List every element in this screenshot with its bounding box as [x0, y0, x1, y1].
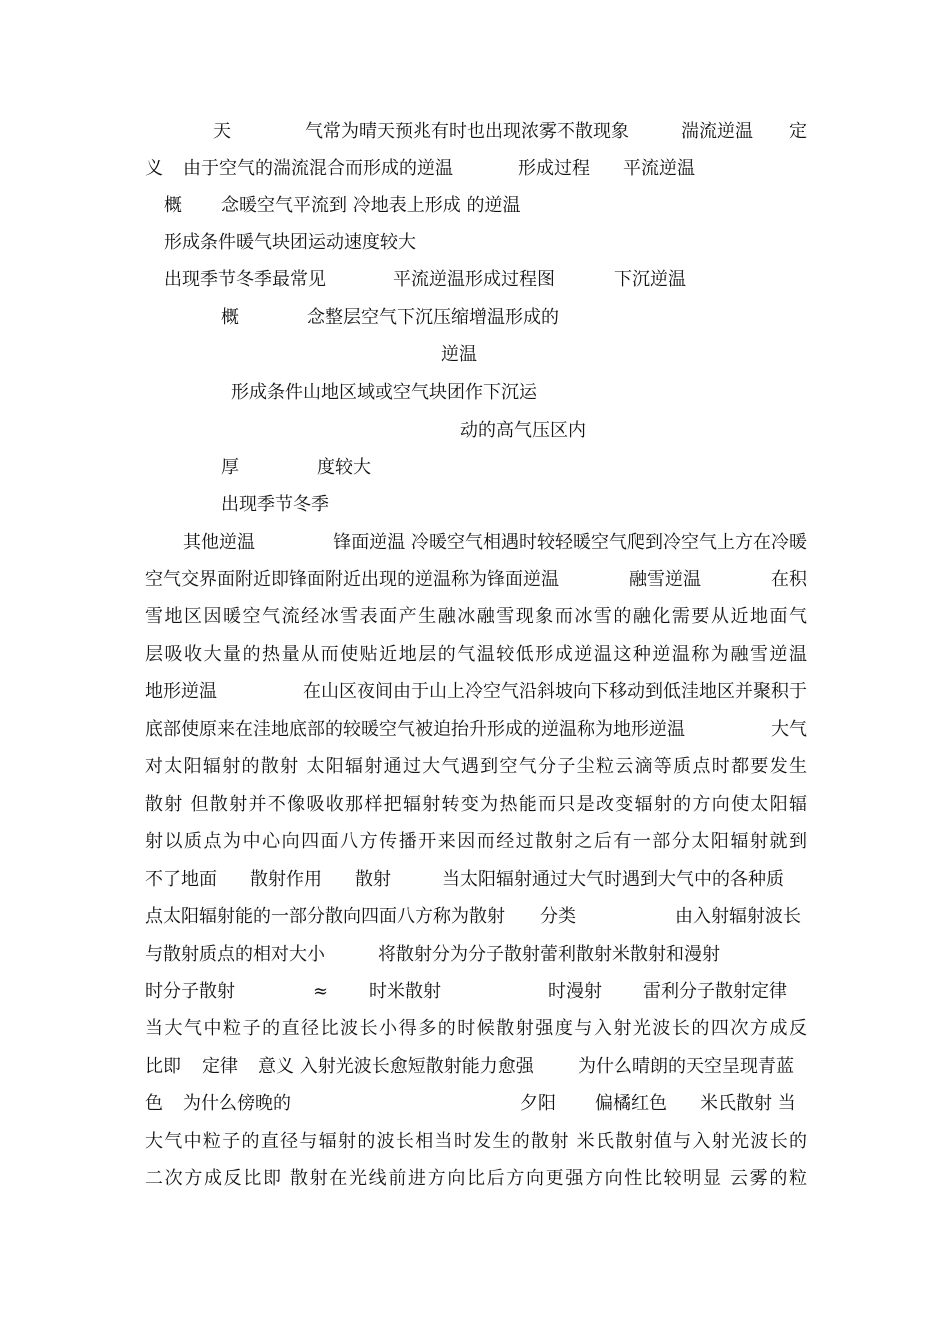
- text-segment: 当太阳辐射通过大气时遇到大气中的各种质: [442, 869, 784, 890]
- text-segment: 形成过程: [518, 158, 590, 179]
- text-segment: 将散射分为分子散射蕾利散射米散射和漫射: [378, 944, 720, 965]
- text-segment: 大气中粒子的直径与辐射的波长相当时发生的散射 米氏散射值与入射光波长的: [145, 1131, 809, 1152]
- text-segment: 湍流逆温: [681, 121, 753, 142]
- text-segment: 融雪逆温: [629, 569, 701, 590]
- text-segment: 散射作用: [250, 869, 322, 890]
- text-line: [183, 531, 807, 555]
- text-line: [145, 830, 807, 854]
- text-line: [145, 568, 807, 592]
- text-line: [145, 157, 807, 181]
- text-line: [145, 231, 807, 255]
- text-line: [145, 718, 807, 742]
- text-segment: 其他逆温: [183, 532, 255, 553]
- text-segment: 二次方成反比即 散射在光线前进方向比后方向更强方向性比较明显 云雾的粒: [145, 1168, 809, 1189]
- text-line: [145, 1092, 807, 1116]
- text-segment: 出现季节冬季: [221, 494, 329, 515]
- text-segment: 点太阳辐射能的一部分散向四面八方称为散射: [145, 906, 505, 927]
- text-segment: 对太阳辐射的散射 太阳辐射通过大气遇到空气分子尘粒云滴等质点时都要发生: [145, 756, 809, 777]
- text-line: [145, 268, 807, 292]
- text-segment: 形成条件暖气块团运动速度较大: [164, 232, 416, 253]
- text-segment: 色: [145, 1093, 163, 1114]
- text-segment: 散射: [355, 869, 391, 890]
- text-line: [145, 194, 807, 218]
- text-segment: 散射 但散射并不像吸收那样把辐射转变为热能而只是改变辐射的方向使太阳辐: [145, 794, 809, 815]
- text-line: [145, 343, 807, 367]
- text-segment: 天: [213, 121, 231, 142]
- text-segment: 由入射辐射波长: [675, 906, 801, 927]
- text-line: [145, 905, 807, 929]
- text-line: [145, 419, 807, 443]
- text-line: [145, 605, 807, 629]
- text-segment: 雷利分子散射定律: [643, 981, 787, 1002]
- text-segment: 定: [789, 121, 807, 142]
- text-segment: 与散射质点的相对大小: [145, 944, 325, 965]
- text-segment: 气常为晴天预兆有时也出现浓雾不散现象: [305, 121, 629, 142]
- text-segment: 平流逆温: [623, 158, 695, 179]
- text-segment: 在积: [771, 569, 807, 590]
- text-line: [145, 456, 807, 480]
- text-segment: 偏橘红色: [595, 1093, 667, 1114]
- text-line: [145, 680, 807, 704]
- text-line: [145, 381, 807, 405]
- text-line: [145, 793, 807, 817]
- text-segment: 地形逆温: [145, 681, 217, 702]
- text-segment: 度较大: [317, 457, 371, 478]
- text-segment: 概: [221, 307, 239, 328]
- text-segment: 米氏散射 当: [700, 1093, 796, 1114]
- text-line: [145, 1017, 807, 1041]
- text-segment: ≈: [313, 981, 329, 1002]
- text-line: [145, 868, 807, 892]
- text-segment: 动的高气压区内: [460, 420, 586, 441]
- text-segment: 大气: [771, 719, 807, 740]
- text-segment: 定律: [202, 1056, 238, 1077]
- text-segment: 出现季节冬季最常见: [164, 269, 326, 290]
- text-segment: 概: [164, 195, 182, 216]
- text-segment: 底部使原来在洼地底部的较暖空气被迫抬升形成的逆温称为地形逆温: [145, 719, 685, 740]
- text-line: [145, 755, 807, 779]
- text-segment: 空气交界面附近即锋面附近出现的逆温称为锋面逆温: [145, 569, 559, 590]
- text-segment: 形成条件山地区域或空气块团作下沉运: [231, 382, 537, 403]
- text-segment: 意义 入射光波长愈短散射能力愈强: [258, 1056, 534, 1077]
- text-segment: 下沉逆温: [614, 269, 686, 290]
- text-segment: 时漫射: [548, 981, 602, 1002]
- text-segment: 平流逆温形成过程图: [393, 269, 555, 290]
- text-segment: 比即: [145, 1056, 181, 1077]
- text-line: [145, 120, 807, 144]
- text-segment: 念整层空气下沉压缩增温形成的: [307, 307, 559, 328]
- text-line: [145, 493, 807, 517]
- text-segment: 厚: [221, 457, 239, 478]
- text-segment: 在山区夜间由于山上冷空气沿斜坡向下移动到低洼地区并聚积于: [303, 681, 807, 702]
- text-segment: 逆温: [441, 344, 477, 365]
- text-line: [145, 1167, 807, 1191]
- text-segment: 射以质点为中心向四面八方传播开来因而经过散射之后有一部分太阳辐射就到: [145, 831, 809, 852]
- text-segment: 为什么晴朗的天空呈现青蓝: [578, 1056, 794, 1077]
- text-segment: 义: [145, 158, 163, 179]
- text-segment: 为什么傍晚的: [183, 1093, 291, 1114]
- text-line: [145, 1055, 807, 1079]
- text-line: [145, 643, 807, 667]
- text-line: [145, 980, 807, 1004]
- text-line: [145, 1130, 807, 1154]
- text-line: [145, 306, 807, 330]
- text-segment: 不了地面: [145, 869, 217, 890]
- text-segment: 夕阳: [520, 1093, 556, 1114]
- text-segment: 层吸收大量的热量从而使贴近地层的气温较低形成逆温这种逆温称为融雪逆温: [145, 644, 809, 665]
- text-segment: 念暖空气平流到 冷地表上形成 的逆温: [221, 195, 521, 216]
- text-segment: 雪地区因暖空气流经冰雪表面产生融冰融雪现象而冰雪的融化需要从近地面气: [145, 606, 809, 627]
- text-segment: 锋面逆温 冷暖空气相遇时较轻暖空气爬到冷空气上方在冷暖: [333, 532, 807, 553]
- text-segment: 当大气中粒子的直径比波长小得多的时候散射强度与入射光波长的四次方成反: [145, 1018, 809, 1039]
- text-segment: 时米散射: [369, 981, 441, 1002]
- text-segment: 时分子散射: [145, 981, 235, 1002]
- text-segment: 由于空气的湍流混合而形成的逆温: [183, 158, 453, 179]
- text-segment: 分类: [540, 906, 576, 927]
- text-line: [145, 943, 807, 967]
